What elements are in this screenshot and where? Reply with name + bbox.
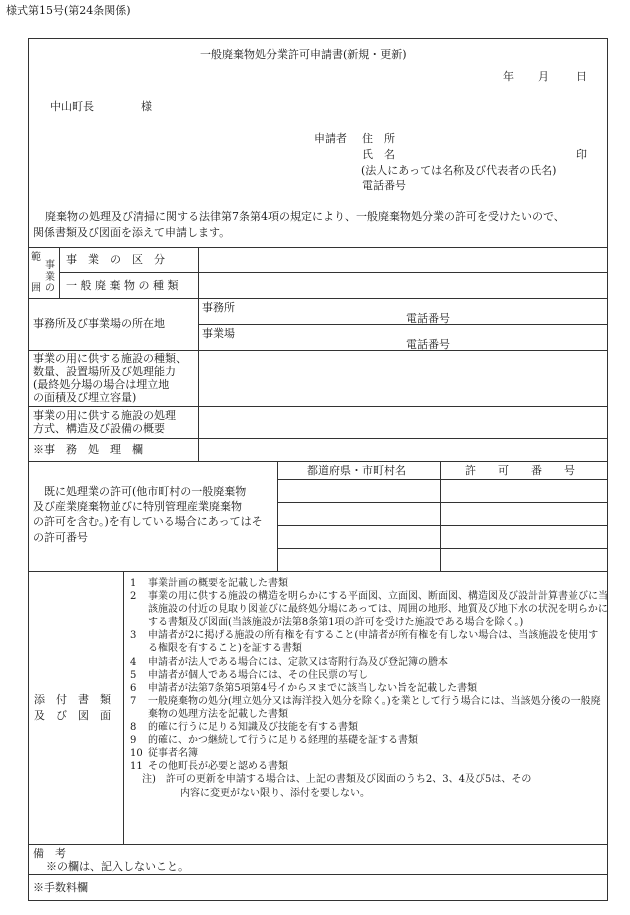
- rule: [28, 247, 608, 248]
- list-item: 3 申請者が2に掲げる施設の所有権を有すること(申請者が所有権を有しない場合は、当該施設を使用する権限を有すること)を証する書類: [130, 630, 599, 655]
- date-month: 月: [538, 70, 549, 83]
- office-use-label: ※事 務 処 理 欄: [33, 443, 143, 456]
- business-category-label: 事 業 の 区 分: [66, 253, 165, 266]
- addressee-name: 中山町長: [50, 100, 94, 113]
- fee-label: ※手数料欄: [33, 881, 88, 894]
- method-label-line: 方式、構造及び設備の概要: [33, 422, 165, 435]
- list-item: 9 的確に、かつ継続して行うに足りる経理的基礎を証する書類: [130, 735, 418, 747]
- list-item: 6 申請者が法第7条第5項第4号イからヌまでに該当しない旨を記載した書類: [130, 682, 478, 694]
- statement-line-1: 廃棄物の処理及び清掃に関する法律第7条第4項の規定により、一般廃棄物処分業の許可を受けたいので、: [45, 210, 565, 223]
- rule: [59, 247, 60, 298]
- name-label: 氏 名: [362, 148, 395, 161]
- statement-line-2: 関係書類及び図面を添えて申請します。: [33, 226, 231, 239]
- rule: [123, 571, 124, 844]
- method-label-line: 事業の用に供する施設の処理: [33, 409, 176, 422]
- remarks-label: 備 考: [33, 847, 66, 860]
- rule: [277, 548, 608, 549]
- rule: [440, 461, 441, 571]
- phone-label: 電話番号: [362, 179, 406, 192]
- facility-label-line: の面積及び埋立容量): [33, 391, 137, 404]
- address-label: 住 所: [362, 132, 395, 145]
- office-label: 事務所: [202, 301, 235, 314]
- rule: [59, 272, 608, 273]
- rule: [198, 247, 199, 461]
- attachments-label-1: 添 付 書 類: [34, 693, 111, 706]
- site-label: 事業場: [202, 327, 235, 340]
- prefecture-column-header: 都道府県・市町村名: [307, 464, 406, 477]
- corporate-note: (法人にあっては名称及び代表者の氏名): [361, 164, 557, 177]
- list-item: 11 その他町長が必要と認める書類: [130, 761, 288, 773]
- rule: [28, 844, 608, 845]
- list-item: 5 申請者が個人である場合には、その住民票の写し: [130, 669, 368, 681]
- facility-label-line: (最終処分場の場合は埋立地: [33, 378, 170, 391]
- existing-permit-line: の許可を含む。)を有している場合にあってはそ: [33, 515, 263, 528]
- rule: [28, 438, 608, 439]
- rule: [28, 298, 608, 299]
- list-item: 1 事業計画の概要を記載した書類: [130, 578, 288, 589]
- site-phone-label: 電話番号: [406, 338, 450, 351]
- rule: [198, 324, 608, 325]
- attachment-list: [130, 577, 608, 800]
- location-label: 事務所及び事業場の所在地: [33, 317, 165, 330]
- form-number: 様式第15号(第24条関係): [6, 4, 131, 17]
- addressee-honorific: 様: [141, 100, 152, 113]
- scope-label-char: 範: [31, 252, 41, 263]
- rule: [277, 479, 608, 480]
- list-item: 7 一般廃棄物の処分(埋立処分又は海洋投入処分を除く。)を業として行う場合には、当該処分後の一般廃棄物の処理方法を記載した書類: [130, 695, 601, 720]
- date-year: 年: [503, 70, 514, 83]
- list-item: 8 的確に行うに足りる知識及び技能を有する書類: [130, 722, 358, 734]
- scope-label-char: 業: [45, 272, 55, 283]
- list-item: 4 申請者が法人である場合には、定款又は寄附行為及び登記簿の謄本: [130, 656, 448, 668]
- waste-type-label: 一 般 廃 棄 物 の 種 類: [66, 279, 179, 292]
- date-day: 日: [576, 70, 587, 83]
- scope-label-char: 囲: [31, 283, 41, 294]
- seal-mark: 印: [576, 148, 587, 161]
- rule: [28, 571, 608, 572]
- form-title: 一般廃棄物処分業許可申請書(新規・更新): [200, 48, 407, 61]
- existing-permit-line: の許可番号: [33, 531, 88, 544]
- scope-label-char: 事: [45, 260, 55, 271]
- rule: [28, 406, 608, 407]
- applicant-label: 申請者: [314, 132, 347, 145]
- office-phone-label: 電話番号: [406, 312, 450, 325]
- rule: [28, 874, 608, 875]
- attachments-label-2: 及 び 図 面: [34, 709, 111, 722]
- rule: [28, 461, 608, 462]
- existing-permit-line: 及び産業廃棄物並びに特別管理産業廃棄物: [33, 500, 242, 513]
- list-item: 10 従事者名簿: [130, 748, 198, 760]
- facility-label-line: 事業の用に供する施設の種類、: [33, 352, 187, 365]
- facility-label-line: 数量、設置場所及び処理能力: [33, 365, 176, 378]
- permit-number-column-header: 許 可 番 号: [465, 464, 575, 477]
- rule: [277, 525, 608, 526]
- renewal-note: 注) 許可の更新を申請する場合は、上記の書類及び図面のうち2、3、4及び5は、その 内容に変更がない限り、添付を要しない。: [142, 774, 532, 799]
- rule: [28, 350, 608, 351]
- existing-permit-line: 既に処理業の許可(他市町村の一般廃棄物: [44, 485, 247, 498]
- remarks-text: ※の欄は、記入しないこと。: [46, 860, 189, 873]
- list-item: 2 事業の用に供する施設の構造を明らかにする平面図、立面図、断面図、構造図及び設計計算書並びに当該施設の付近の見取り図並びに最終処分場にあっては、周囲の地形、地質及び地下水の状況を明らかにする書類及び図面(当該施設が法第8条第1項の許可を受けた施設である場合を除く。): [130, 591, 608, 629]
- rule: [277, 502, 608, 503]
- scope-label-char: の: [45, 283, 55, 294]
- rule: [277, 461, 278, 571]
